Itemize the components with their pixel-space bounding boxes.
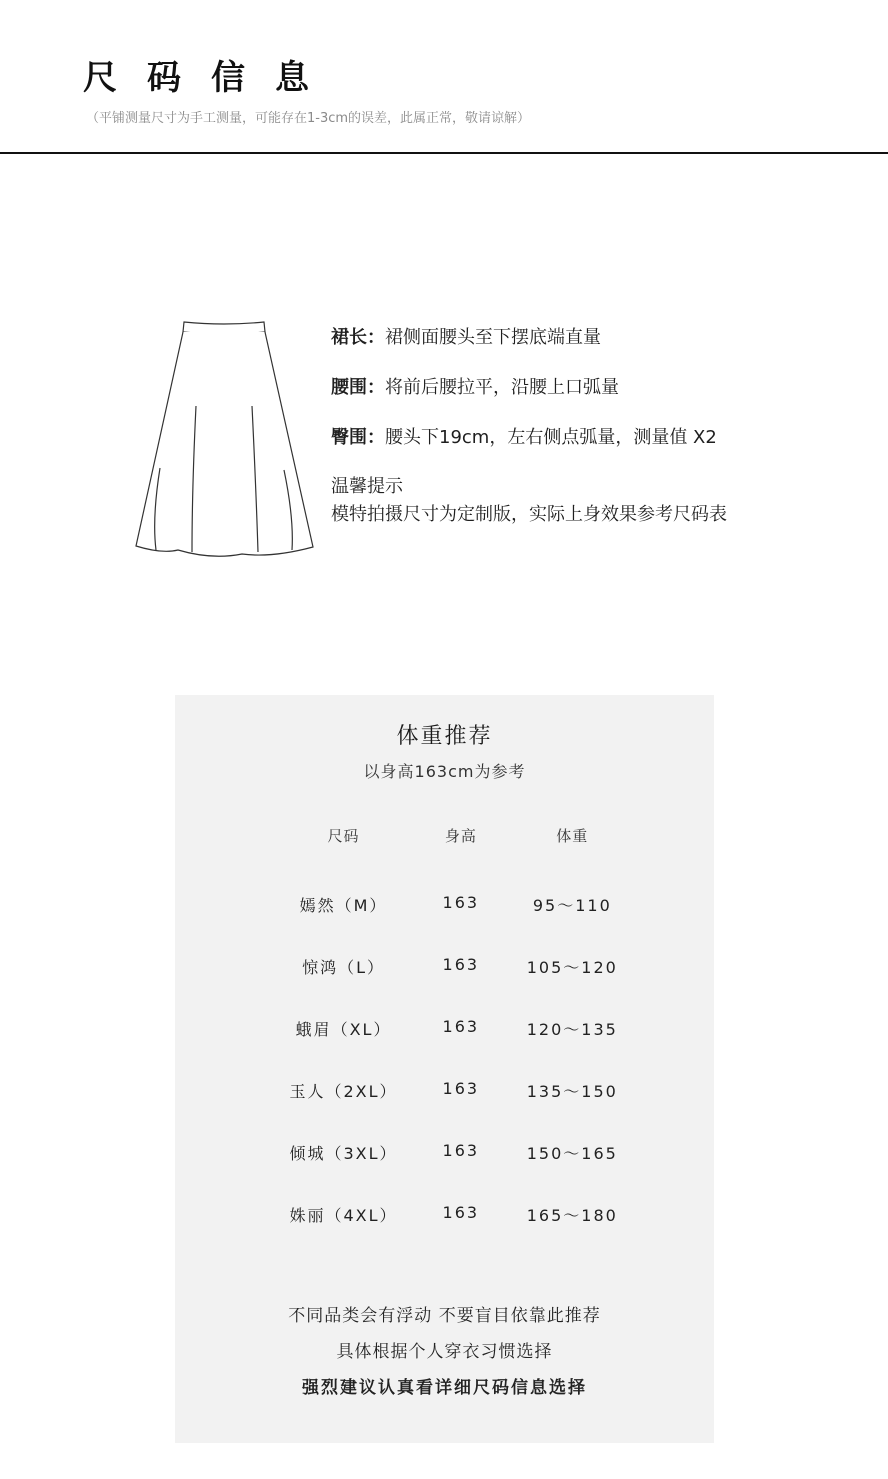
- table-row: [265, 955, 645, 1017]
- page-subtitle: （平铺测量尺寸为手工测量，可能存在1-3cm的误差，此属正常，敬请谅解）: [86, 111, 531, 126]
- page-title: 尺码信息: [83, 58, 339, 98]
- measurement-label: 腰围：: [331, 377, 385, 398]
- note-line: 不同品类会有浮动 不要盲目依靠此推荐: [288, 1306, 601, 1326]
- cell-weight: 95～110: [532, 896, 612, 915]
- weight-recommendation-panel: [175, 695, 714, 1443]
- skirt-illustration: [132, 318, 318, 560]
- measurement-label: 臀围：: [331, 427, 385, 448]
- panel-notes: [175, 1298, 714, 1406]
- measurement-item-length: [331, 323, 851, 353]
- cell-height: 163: [442, 893, 480, 912]
- cell-weight: 150～165: [526, 1144, 618, 1163]
- measurement-item-waist: [331, 373, 851, 403]
- cell-size: 蛾眉（XL）: [295, 1020, 392, 1039]
- header-divider: [0, 152, 888, 154]
- measurement-text: 将前后腰拉平，沿腰上口弧量: [385, 377, 619, 398]
- measurement-list: [331, 323, 851, 529]
- measurement-text: 腰头下19cm，左右侧点弧量，测量值 X2: [385, 427, 717, 448]
- tip-text: 模特拍摄尺寸为定制版，实际上身效果参考尺码表: [331, 504, 727, 525]
- table-row: [265, 1141, 645, 1203]
- cell-weight: 135～150: [526, 1082, 618, 1101]
- cell-size: 玉人（2XL）: [289, 1082, 398, 1101]
- column-header-height: 身高: [444, 827, 477, 845]
- table-row: [265, 1017, 645, 1079]
- column-header-weight: 体重: [556, 827, 589, 845]
- tip-title: 温馨提示: [331, 476, 403, 497]
- cell-size: 惊鸿（L）: [302, 958, 385, 977]
- measurement-item-hip: [331, 423, 851, 453]
- column-header-size: 尺码: [327, 827, 360, 845]
- skirt-outline: [136, 332, 313, 556]
- tip-block: [331, 473, 851, 529]
- cell-weight: 120～135: [526, 1020, 618, 1039]
- cell-height: 163: [442, 1079, 480, 1098]
- cell-height: 163: [442, 1141, 480, 1160]
- cell-size: 姝丽（4XL）: [289, 1206, 398, 1225]
- strong-note: 强烈建议认真看详细尺码信息选择: [302, 1378, 587, 1398]
- cell-weight: 105～120: [526, 958, 618, 977]
- size-table: [265, 825, 645, 1265]
- table-header-row: [265, 825, 645, 893]
- measurement-text: 裙侧面腰头至下摆底端直量: [385, 327, 601, 348]
- cell-height: 163: [442, 1203, 480, 1222]
- table-row: [265, 893, 645, 955]
- cell-size: 嫣然（M）: [299, 896, 388, 915]
- note-line: 具体根据个人穿衣习惯选择: [336, 1342, 553, 1362]
- table-row: [265, 1079, 645, 1141]
- panel-title: 体重推荐: [396, 724, 493, 749]
- panel-subtitle: 以身高163cm为参考: [363, 762, 526, 781]
- measurement-label: 裙长：: [331, 327, 385, 348]
- cell-size: 倾城（3XL）: [289, 1144, 398, 1163]
- table-row: [265, 1203, 645, 1265]
- cell-height: 163: [442, 955, 480, 974]
- cell-height: 163: [442, 1017, 480, 1036]
- cell-weight: 165～180: [526, 1206, 618, 1225]
